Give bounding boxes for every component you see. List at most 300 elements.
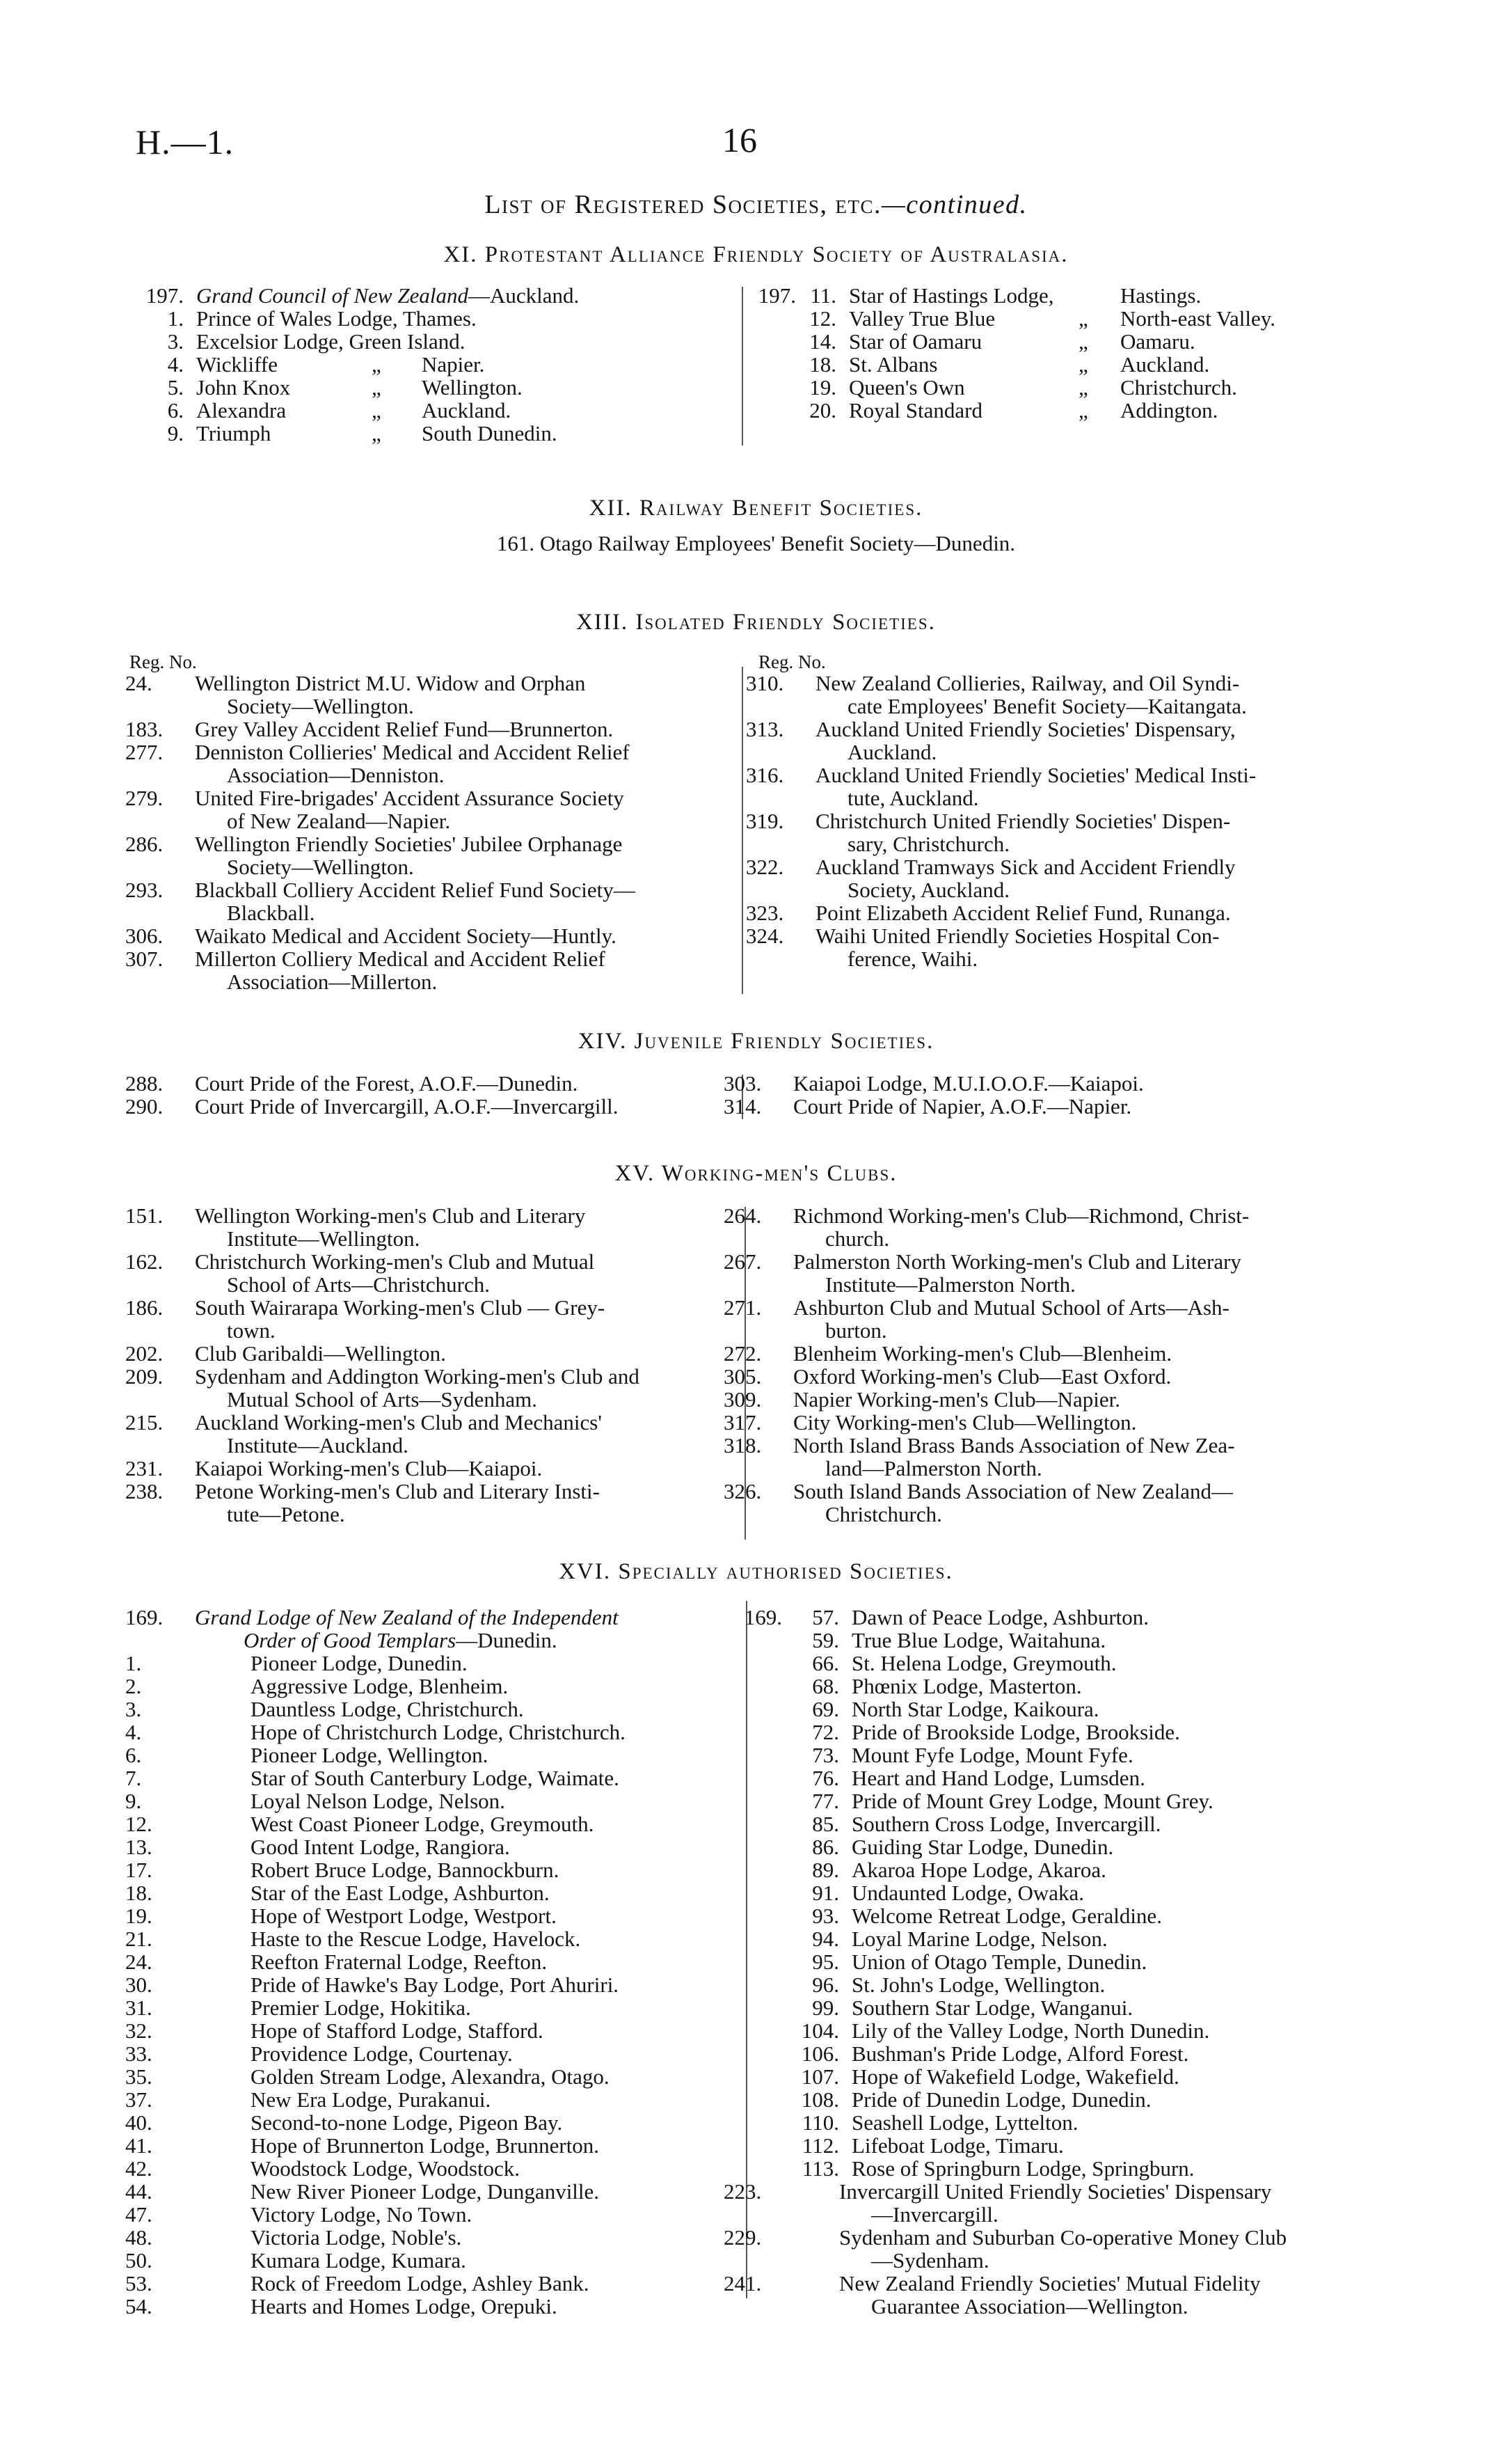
entry-text: Dauntless Lodge, Christchurch. <box>250 1697 524 1721</box>
entry-text: Palmerston North Working-men's Club and Literary <box>793 1249 1241 1274</box>
list-entry <box>724 1250 1350 1296</box>
entry-text: Reefton Fraternal Lodge, Reefton. <box>250 1950 548 1974</box>
section-xii-title: XII. Railway Benefit Societies. <box>589 496 923 521</box>
list-entry <box>125 2249 738 2272</box>
list-entry <box>125 1950 738 1973</box>
entry-number: 68. <box>812 1674 839 1698</box>
entry-name: St. Albans <box>849 352 938 377</box>
list-entry <box>746 718 1353 764</box>
section-xiv-left-column <box>125 1072 738 1118</box>
entry-text: Club Garibaldi—Wellington. <box>195 1341 446 1366</box>
entry-number: 238. <box>125 1479 164 1503</box>
entry-prefix <box>724 1812 782 1835</box>
entry-prefix: 197. <box>758 283 796 308</box>
list-entry <box>724 1342 1350 1365</box>
section-xiv-right-list <box>724 1072 1350 1118</box>
list-entry <box>125 1767 738 1789</box>
entry-prefix: 169. <box>744 1605 782 1629</box>
list-entry <box>125 1095 738 1118</box>
entry-number: 106. <box>801 2041 839 2066</box>
entry-number: 72. <box>812 1720 839 1744</box>
list-entry <box>724 1606 1350 1629</box>
entry-continuation: Association—Millerton. <box>227 970 438 994</box>
entry-number: 113. <box>802 2156 839 2181</box>
entry-number: 310. <box>746 671 784 695</box>
entry-number: 267. <box>724 1249 762 1274</box>
entry-prefix <box>724 1744 782 1767</box>
list-entry <box>125 1721 738 1744</box>
list-entry <box>125 2295 738 2318</box>
entry-text: Guiding Star Lodge, Dunedin. <box>852 1835 1114 1859</box>
entry-number: 73. <box>812 1743 839 1767</box>
entry-number: 91. <box>812 1881 839 1905</box>
section-xvi-right-column <box>724 1606 1350 2318</box>
entry-number: 2. <box>125 1674 142 1698</box>
entry-text: New River Pioneer Lodge, Dunganville. <box>250 2179 600 2204</box>
list-entry <box>724 1095 1350 1118</box>
entry-number: 53. <box>125 2271 152 2295</box>
entry-name: Royal Standard <box>849 398 982 422</box>
list-entry <box>724 2065 1350 2088</box>
entry-number: 47. <box>125 2202 152 2227</box>
ditto-mark: „ <box>1079 398 1088 422</box>
entry-number: 202. <box>125 1341 164 1366</box>
entry-number: 271. <box>724 1295 762 1320</box>
list-entry <box>738 376 1364 399</box>
list-entry <box>746 672 1353 718</box>
entry-text: North Island Brass Bands Association of New Zea- <box>793 1433 1235 1457</box>
entry-text: Kaiapoi Working-men's Club—Kaiapoi. <box>195 1456 543 1480</box>
entry-text: Robert Bruce Lodge, Bannockburn. <box>250 1858 559 1882</box>
list-entry <box>125 1342 738 1365</box>
entry-text: South Island Bands Association of New Zealand— <box>793 1479 1233 1503</box>
list-entry <box>125 1365 738 1411</box>
ditto-mark: „ <box>1079 352 1088 377</box>
list-entry <box>125 1996 738 2019</box>
list-entry <box>125 787 738 832</box>
entry-number: 37. <box>125 2087 152 2112</box>
entry-continuation: church. <box>825 1226 890 1251</box>
entry-number: 197. <box>145 283 184 308</box>
entry-text: Auckland Working-men's Club and Mechanics' <box>195 1410 602 1435</box>
list-entry <box>125 1072 738 1095</box>
entry-continuation: tute—Petone. <box>227 1502 345 1526</box>
entry-place: Auckland. <box>422 398 511 422</box>
entry-number: 35. <box>125 2064 152 2089</box>
entry-number: 318. <box>724 1433 762 1457</box>
list-entry <box>125 2088 738 2111</box>
section-xiv-title: XIV. Juvenile Friendly Societies. <box>578 1029 934 1054</box>
entry-prefix: 9. <box>167 421 184 445</box>
entry-number: 30. <box>125 1973 152 1997</box>
entry-number: 50. <box>125 2248 152 2273</box>
entry-number: 303. <box>724 1071 762 1096</box>
entry-number: 1. <box>125 1651 142 1675</box>
entry-text <box>184 284 579 307</box>
entry-prefix: 1. <box>167 306 184 331</box>
section-xvi-left-list <box>125 1652 738 2318</box>
entry-prefix <box>724 2065 782 2088</box>
entry-number: 99. <box>812 1995 839 2020</box>
entry-place: Hastings. <box>1120 283 1202 308</box>
entry-text: Mount Fyfe Lodge, Mount Fyfe. <box>852 1743 1133 1767</box>
list-entry <box>125 330 738 353</box>
entry-prefix <box>738 376 796 399</box>
entry-prefix <box>724 1652 782 1675</box>
entry-number: 326. <box>724 1479 762 1503</box>
entry-text: Grey Valley Accident Relief Fund—Brunnerton. <box>195 717 614 741</box>
entry-text: Lifeboat Lodge, Timaru. <box>852 2133 1064 2158</box>
entry-continuation: Blackball. <box>227 901 315 925</box>
entry-text: Wellington District M.U. Widow and Orphan <box>195 671 586 695</box>
entry-number: 290. <box>125 1094 164 1119</box>
entry-number: 316. <box>746 763 784 787</box>
list-entry <box>724 2019 1350 2042</box>
list-entry <box>125 2019 738 2042</box>
entry-number: 18. <box>125 1881 152 1905</box>
section-xiv-left-list <box>125 1072 738 1118</box>
entry-number: 306. <box>125 924 164 948</box>
ditto-mark: „ <box>372 352 381 377</box>
entry-continuation: Society, Auckland. <box>847 878 1010 902</box>
list-entry <box>724 1812 1350 1835</box>
section-xv-right-list <box>724 1204 1350 1526</box>
list-entry <box>125 947 738 993</box>
list-entry <box>724 2088 1350 2111</box>
entry-number: 19. <box>809 375 836 400</box>
entry-text: Pride of Mount Grey Lodge, Mount Grey. <box>852 1789 1213 1813</box>
entry-prefix <box>724 2088 782 2111</box>
list-entry <box>724 1744 1350 1767</box>
entry-number: 288. <box>125 1071 164 1096</box>
entry-text: Point Elizabeth Accident Relief Fund, Runanga. <box>815 901 1231 925</box>
entry-prefix <box>724 1767 782 1789</box>
entry-number: 9. <box>125 1789 142 1813</box>
entry-number: 18. <box>809 352 836 377</box>
entry-number: 186. <box>125 1295 164 1320</box>
entry-text: New Zealand Collieries, Railway, and Oil Syndi- <box>815 671 1240 695</box>
entry-prefix <box>724 1973 782 1996</box>
list-entry <box>125 2134 738 2157</box>
entry-continuation: tute, Auckland. <box>847 786 979 810</box>
section-xiii-title: XIII. Isolated Friendly Societies. <box>576 610 936 635</box>
entry-number: 169. <box>125 1605 164 1629</box>
list-entry <box>125 1927 738 1950</box>
list-title <box>0 189 1512 220</box>
entry-continuation <box>195 1629 738 1652</box>
entry-text: Denniston Collieries' Medical and Accident Relief <box>195 740 630 764</box>
list-entry <box>125 1250 738 1296</box>
entry-prefix <box>724 1996 782 2019</box>
entry-text: True Blue Lodge, Waitahuna. <box>852 1628 1106 1652</box>
entry-text: Heart and Hand Lodge, Lumsden. <box>852 1766 1145 1790</box>
list-entry <box>724 1996 1350 2019</box>
list-entry <box>724 1698 1350 1721</box>
list-entry <box>125 1858 738 1881</box>
list-entry <box>125 1789 738 1812</box>
entry-number: 44. <box>125 2179 152 2204</box>
entry-number: 19. <box>125 1904 152 1928</box>
entry-number: 94. <box>812 1927 839 1951</box>
entry-place: North-east Valley. <box>1120 306 1275 331</box>
list-entry <box>724 1721 1350 1744</box>
list-entry <box>125 1698 738 1721</box>
list-entry <box>125 924 738 947</box>
entry-text: United Fire-brigades' Accident Assurance Society <box>195 786 624 810</box>
entry-prefix <box>724 1698 782 1721</box>
list-entry <box>724 1858 1350 1881</box>
entry-number: 86. <box>812 1835 839 1859</box>
list-entry <box>746 901 1353 924</box>
entry-text: Millerton Colliery Medical and Accident Relief <box>195 947 605 971</box>
entry-text: Hope of Wakefield Lodge, Wakefield. <box>852 2064 1179 2089</box>
entry-text: Union of Otago Temple, Dunedin. <box>852 1950 1147 1974</box>
entry-text: Hearts and Homes Lodge, Orepuki. <box>250 2294 557 2318</box>
entry-prefix <box>738 353 796 376</box>
entry-name: Star of Oamaru <box>849 329 982 354</box>
list-entry <box>125 1480 738 1526</box>
entry-text: Blackball Colliery Accident Relief Fund Society— <box>195 878 635 902</box>
entry-text: Kaiapoi Lodge, M.U.I.O.O.F.—Kaiapoi. <box>793 1071 1144 1096</box>
section-xvi-right-list <box>724 1606 1350 2180</box>
list-entry <box>125 353 738 376</box>
list-entry <box>724 1881 1350 1904</box>
section-xii-entry: 161. Otago Railway Employees' Benefit Society—Dunedin. <box>496 531 1016 555</box>
list-entry <box>746 809 1353 855</box>
ditto-mark <box>1079 284 1120 307</box>
list-entry <box>125 1457 738 1480</box>
list-entry <box>724 2111 1350 2134</box>
section-xi-head-entry <box>125 284 738 307</box>
entry-number: 229. <box>724 2225 762 2250</box>
entry-prefix <box>724 1789 782 1812</box>
ditto-mark: „ <box>372 421 381 445</box>
entry-text: Court Pride of the Forest, A.O.F.—Dunedin. <box>195 1071 578 1096</box>
entry-text: Richmond Working-men's Club—Richmond, Christ- <box>793 1203 1250 1228</box>
entry-text: Hope of Stafford Lodge, Stafford. <box>250 2018 543 2043</box>
list-entry <box>125 741 738 787</box>
entry-continuation: cate Employees' Benefit Society—Kaitangata. <box>847 694 1247 718</box>
list-entry <box>125 1904 738 1927</box>
entry-number: 272. <box>724 1341 762 1366</box>
entry-text: Hope of Westport Lodge, Westport. <box>250 1904 557 1928</box>
entry-text: Court Pride of Napier, A.O.F.—Napier. <box>793 1094 1132 1119</box>
section-xv-right-column <box>724 1204 1350 1526</box>
list-entry <box>125 1204 738 1250</box>
entry-place: Oamaru. <box>1120 329 1195 354</box>
entry-text: St. John's Lodge, Wellington. <box>852 1973 1106 1997</box>
entry-number: 33. <box>125 2041 152 2066</box>
list-entry <box>125 307 738 330</box>
entry-number: 59. <box>812 1628 839 1652</box>
entry-continuation: —Invercargill. <box>871 2202 998 2227</box>
entry-name: Star of Hastings Lodge, <box>849 283 1054 308</box>
list-entry <box>738 330 1364 353</box>
entry-prefix <box>724 1858 782 1881</box>
entry-text: Hope of Christchurch Lodge, Christchurch. <box>250 1720 626 1744</box>
entry-text: Christchurch United Friendly Societies' Dispen- <box>815 809 1231 833</box>
entry-text: New Era Lodge, Purakanui. <box>250 2087 491 2112</box>
list-entry <box>125 2042 738 2065</box>
section-xv-left-column <box>125 1204 738 1526</box>
reg-no-label: Reg. No. <box>758 651 826 672</box>
entry-number: 223. <box>724 2179 762 2204</box>
section-xvi-title: XVI. Specially authorised Societies. <box>559 1559 953 1584</box>
entry-number: 107. <box>801 2064 839 2089</box>
entry-text: Premier Lodge, Hokitika. <box>250 1995 471 2020</box>
entry-text: Court Pride of Invercargill, A.O.F.—Invercargill. <box>195 1094 619 1119</box>
entry-number: 241. <box>724 2271 762 2295</box>
entry-text: Southern Star Lodge, Wanganui. <box>852 1995 1133 2020</box>
entry-text: Christchurch Working-men's Club and Mutual <box>195 1249 595 1274</box>
list-entry <box>125 1973 738 1996</box>
entry-prefix <box>724 1629 782 1652</box>
section-xiii-right-list <box>746 672 1353 970</box>
entry-number: 264. <box>724 1203 762 1228</box>
entry-continuation: Institute—Wellington. <box>227 1226 420 1251</box>
list-entry <box>724 1950 1350 1973</box>
list-entry <box>724 1904 1350 1927</box>
list-entry <box>125 1675 738 1698</box>
list-entry <box>125 1296 738 1342</box>
section-xvi-right-tail <box>724 2180 1350 2318</box>
entry-prefix <box>738 307 796 330</box>
entry-text: Star of South Canterbury Lodge, Waimate. <box>250 1766 619 1790</box>
entry-prefix: 6. <box>167 398 184 422</box>
list-entry <box>746 764 1353 809</box>
list-entry <box>125 2180 738 2203</box>
entry-text: Seashell Lodge, Lyttelton. <box>852 2110 1079 2135</box>
list-entry <box>125 672 738 718</box>
entry-number: 112. <box>802 2133 839 2158</box>
list-entry <box>724 1675 1350 1698</box>
entry-continuation: ference, Waihi. <box>847 947 978 971</box>
entry-number: 95. <box>812 1950 839 1974</box>
list-entry <box>738 399 1364 422</box>
entry-number: 279. <box>125 786 164 810</box>
entry-text: St. Helena Lodge, Greymouth. <box>852 1651 1117 1675</box>
entry-text: Akaroa Hope Lodge, Akaroa. <box>852 1858 1106 1882</box>
list-entry <box>724 1434 1350 1480</box>
entry-number: 209. <box>125 1364 164 1389</box>
reg-no-label: Reg. No. <box>129 651 197 672</box>
entry-continuation: Institute—Auckland. <box>227 1433 408 1457</box>
entry-number: 42. <box>125 2156 152 2181</box>
entry-continuation: sary, Christchurch. <box>847 832 1010 856</box>
section-xi-title: XI. Protestant Alliance Friendly Society of Australasia. <box>443 242 1069 267</box>
entry-number: 20. <box>809 398 836 422</box>
column-divider <box>742 667 743 994</box>
list-entry <box>724 1072 1350 1095</box>
entry-name: Order of Good Templars <box>244 1628 456 1652</box>
section-xvi-left-column <box>125 1606 738 2318</box>
entry-number: 162. <box>125 1249 164 1274</box>
entry-number: 293. <box>125 878 164 902</box>
list-entry <box>125 376 738 399</box>
entry-continuation: of New Zealand—Napier. <box>227 809 451 833</box>
list-entry <box>724 1365 1350 1388</box>
entry-number: 85. <box>812 1812 839 1836</box>
entry-number: 41. <box>125 2133 152 2158</box>
list-entry <box>724 1480 1350 1526</box>
entry-text: North Star Lodge, Kaikoura. <box>852 1697 1099 1721</box>
entry-number: 4. <box>125 1720 142 1744</box>
entry-text: Prince of Wales Lodge, Thames. <box>196 306 477 331</box>
section-xv-title: XV. Working-men's Clubs. <box>614 1161 898 1186</box>
ditto-mark: „ <box>372 375 381 400</box>
entry-number: 323. <box>746 901 784 925</box>
list-entry <box>724 2226 1350 2272</box>
entry-number: 151. <box>125 1203 164 1228</box>
entry-text: Victoria Lodge, Noble's. <box>250 2225 462 2250</box>
entry-text: Dawn of Peace Lodge, Ashburton. <box>852 1605 1149 1629</box>
entry-place: Napier. <box>422 352 485 377</box>
entry-number: 77. <box>812 1789 839 1813</box>
entry-continuation: Christchurch. <box>825 1502 942 1526</box>
entry-text: Southern Cross Lodge, Invercargill. <box>852 1812 1161 1836</box>
entry-text: Pride of Dunedin Lodge, Dunedin. <box>852 2087 1152 2112</box>
list-entry <box>724 1411 1350 1434</box>
entry-text: Undaunted Lodge, Owaka. <box>852 1881 1085 1905</box>
list-entry <box>125 2065 738 2088</box>
list-title-text: List of Registered Societies, etc. <box>484 190 882 219</box>
entry-text: Loyal Nelson Lodge, Nelson. <box>250 1789 505 1813</box>
entry-number: 32. <box>125 2018 152 2043</box>
entry-prefix: 4. <box>167 352 184 377</box>
entry-number: 12. <box>809 306 836 331</box>
entry-prefix <box>724 2042 782 2065</box>
entry-text: Providence Lodge, Courtenay. <box>250 2041 513 2066</box>
entry-prefix <box>738 330 796 353</box>
list-entry <box>746 855 1353 901</box>
section-xiii-left-list <box>125 672 738 993</box>
entry-continuation: Auckland. <box>847 740 937 764</box>
entry-text: Haste to the Rescue Lodge, Havelock. <box>250 1927 581 1951</box>
list-entry <box>125 878 738 924</box>
list-entry <box>724 1789 1350 1812</box>
ditto-mark: „ <box>372 398 381 422</box>
entry-number: 108. <box>801 2087 839 2112</box>
list-entry <box>738 284 1364 307</box>
section-xi-right-list <box>738 284 1364 422</box>
entry-text: Wellington Friendly Societies' Jubilee Orphanage <box>195 832 623 856</box>
list-entry <box>724 1296 1350 1342</box>
entry-text: Petone Working-men's Club and Literary Insti- <box>195 1479 600 1503</box>
section-xvi-head-entry <box>125 1606 738 1652</box>
entry-text: Sydenham and Addington Working-men's Club and <box>195 1364 639 1389</box>
entry-number: 31. <box>125 1995 152 2020</box>
entry-continuation: land—Palmerston North. <box>825 1456 1042 1480</box>
entry-place: —Auckland. <box>468 283 580 308</box>
entry-name: Grand Council of New Zealand <box>196 283 468 308</box>
entry-continuation: Society—Wellington. <box>227 694 414 718</box>
list-entry <box>724 2272 1350 2318</box>
list-entry <box>125 1812 738 1835</box>
entry-prefix <box>724 2157 782 2180</box>
entry-number: 12. <box>125 1812 152 1836</box>
entry-continuation: —Sydenham. <box>871 2248 989 2273</box>
entry-prefix <box>724 1904 782 1927</box>
entry-place: —Dunedin. <box>456 1628 557 1652</box>
entry-text: Phœnix Lodge, Masterton. <box>852 1674 1082 1698</box>
entry-number: 305. <box>724 1364 762 1389</box>
list-entry <box>724 1652 1350 1675</box>
entry-prefix <box>724 2111 782 2134</box>
entry-number: 76. <box>812 1766 839 1790</box>
ditto-mark: „ <box>1079 375 1088 400</box>
document-reference: H.—1. <box>136 122 234 161</box>
entry-prefix <box>724 2134 782 2157</box>
